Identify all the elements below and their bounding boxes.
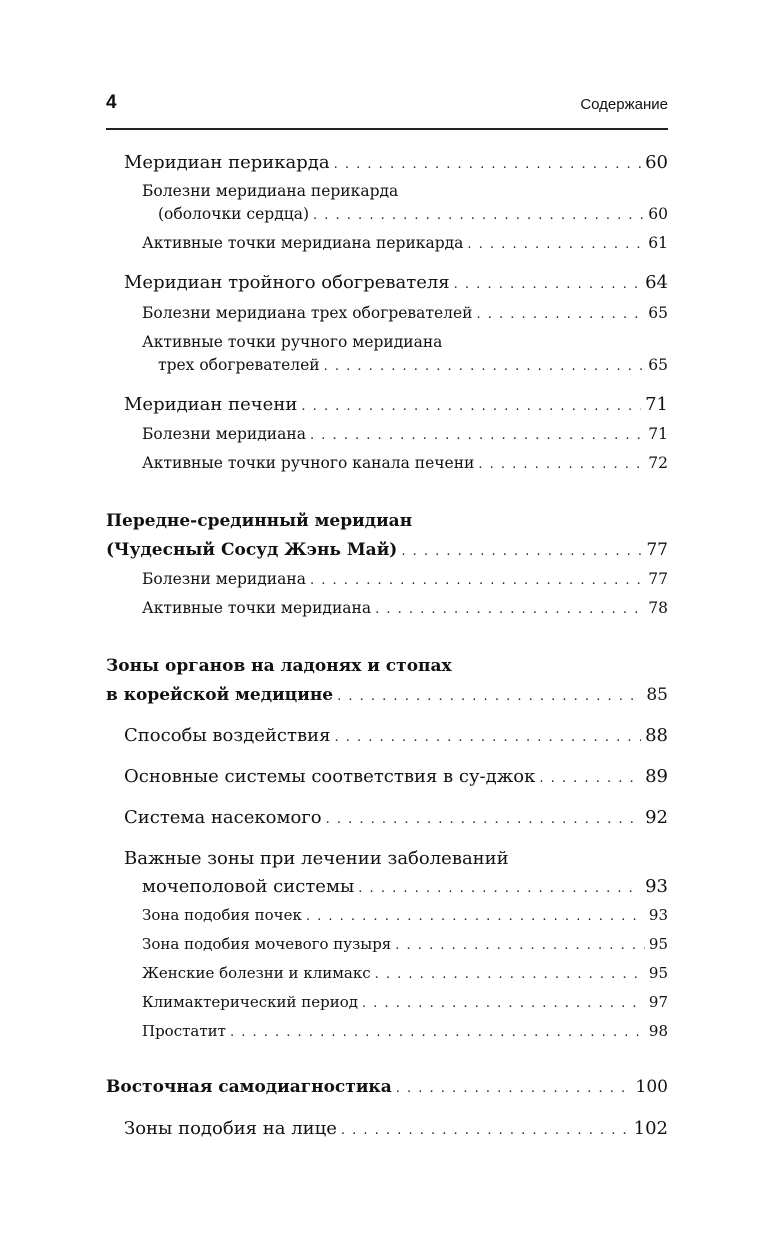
toc-entry xyxy=(142,570,668,588)
toc-entry-title: Активные точки ручного канала печени xyxy=(142,454,475,472)
toc-entry-page: 60 xyxy=(648,205,668,223)
toc-entry-title-line2: (оболочки сердца) xyxy=(158,205,309,223)
toc-entry xyxy=(124,1118,668,1139)
dot-leader xyxy=(313,208,644,223)
toc-entry-page: 71 xyxy=(645,394,668,415)
toc-entry-title-line1: Важные зоны при лечении заболеваний xyxy=(124,848,509,869)
toc-entry-title: Основные системы соответствия в су-джок xyxy=(124,766,536,787)
toc-entry-page: 100 xyxy=(635,1077,668,1097)
toc-section-title: Восточная самодиагностика xyxy=(106,1077,392,1097)
toc-section xyxy=(106,685,668,705)
toc-entry xyxy=(142,906,668,924)
toc-entry-page: 65 xyxy=(648,304,668,322)
dot-leader xyxy=(310,573,644,588)
toc-entry xyxy=(142,1022,668,1040)
dot-leader xyxy=(337,689,642,704)
toc-entry xyxy=(142,964,668,982)
toc-entry xyxy=(142,876,668,897)
toc-entry-title-line2: трех обогревателей xyxy=(158,356,320,374)
toc-entry-title-line1: Болезни меридиана перикарда xyxy=(142,182,399,200)
toc-section xyxy=(106,540,668,560)
toc-entry-title: Меридиан перикарда xyxy=(124,152,330,173)
running-title: Содержание xyxy=(580,96,668,113)
toc-section-title-line1: Передне-срединный меридиан xyxy=(106,511,413,531)
toc-entry-title: Болезни меридиана трех обогревателей xyxy=(142,304,473,322)
toc-entry-title: Активные точки меридиана перикарда xyxy=(142,234,464,252)
dot-leader xyxy=(334,157,641,172)
toc-section-title-line1: Зоны органов на ладонях и стопах xyxy=(106,656,452,676)
toc-entry xyxy=(158,205,668,223)
toc-entry xyxy=(142,454,668,472)
toc-entry xyxy=(142,935,668,953)
dot-leader xyxy=(310,428,644,443)
toc-entry-page: 97 xyxy=(648,993,668,1011)
dot-leader xyxy=(326,812,642,827)
toc-entry xyxy=(142,304,668,322)
toc-section xyxy=(106,1077,668,1097)
dot-leader xyxy=(301,399,641,414)
toc-entry xyxy=(124,725,668,746)
toc-entry-title: Способы воздействия xyxy=(124,725,331,746)
dot-leader xyxy=(478,457,644,472)
toc-entry-title: Зона подобия мочевого пузыря xyxy=(142,935,392,953)
toc-entry-title: Меридиан печени xyxy=(124,394,298,415)
dot-leader xyxy=(375,602,644,617)
toc-entry-page: 77 xyxy=(648,570,668,588)
toc-entry-title-line2: мочеполовой системы xyxy=(142,876,355,897)
toc-entry-page: 85 xyxy=(646,685,668,705)
toc-entry-page: 93 xyxy=(648,906,668,924)
toc-entry xyxy=(124,272,668,293)
dot-leader xyxy=(454,277,641,292)
toc-entry-title: Зоны подобия на лице xyxy=(124,1118,337,1139)
dot-leader xyxy=(341,1123,630,1138)
toc-entry-title-line1: Активные точки ручного меридиана xyxy=(142,333,443,351)
toc-entry-title: Климактерический период xyxy=(142,993,358,1011)
toc-entry-title: Простатит xyxy=(142,1022,226,1040)
dot-leader xyxy=(362,996,645,1011)
toc-entry-page: 89 xyxy=(645,766,668,787)
toc-entry-page: 61 xyxy=(648,234,668,252)
dot-leader xyxy=(358,881,641,896)
toc-section-title-line2: в корейской медицине xyxy=(106,685,334,705)
toc-entry xyxy=(124,807,668,828)
toc-entry-title: Женские болезни и климакс xyxy=(142,964,371,982)
page-number: 4 xyxy=(106,92,117,113)
dot-leader xyxy=(477,307,645,322)
toc-entry xyxy=(142,234,668,252)
toc-entry-page: 77 xyxy=(646,540,668,560)
dot-leader xyxy=(395,938,645,953)
toc-entry-page: 95 xyxy=(648,935,668,953)
dot-leader xyxy=(539,771,641,786)
toc-entry-page: 98 xyxy=(648,1022,668,1040)
toc-entry-title: Меридиан тройного обогревателя xyxy=(124,272,450,293)
toc-entry-title: Болезни меридиана xyxy=(142,425,306,443)
toc-entry-page: 88 xyxy=(645,725,668,746)
dot-leader xyxy=(401,544,642,559)
dot-leader xyxy=(467,237,644,252)
toc-entry-page: 65 xyxy=(648,356,668,374)
dot-leader xyxy=(306,909,645,924)
toc-entry xyxy=(124,394,668,415)
toc-entry-title: Система насекомого xyxy=(124,807,322,828)
toc-entry xyxy=(142,993,668,1011)
toc-section-title-line2: (Чудесный Сосуд Жэнь Май) xyxy=(106,540,398,560)
toc-entry xyxy=(142,425,668,443)
toc-entry-page: 60 xyxy=(645,152,668,173)
toc-entry-title: Активные точки меридиана xyxy=(142,599,372,617)
toc-entry-page: 78 xyxy=(648,599,668,617)
toc-entry xyxy=(142,599,668,617)
toc-entry-page: 92 xyxy=(645,807,668,828)
dot-leader xyxy=(334,730,641,745)
toc-entry xyxy=(158,356,668,374)
toc-entry-title: Зона подобия почек xyxy=(142,906,302,924)
toc-entry-page: 71 xyxy=(648,425,668,443)
toc-entry-page: 93 xyxy=(645,876,668,897)
dot-leader xyxy=(324,359,645,374)
toc-entry-page: 64 xyxy=(645,272,668,293)
dot-leader xyxy=(375,967,645,982)
toc-entry xyxy=(124,152,668,173)
toc-entry-title: Болезни меридиана xyxy=(142,570,306,588)
toc-entry-page: 95 xyxy=(648,964,668,982)
toc-entry-page: 72 xyxy=(648,454,668,472)
toc-entry-page: 102 xyxy=(633,1118,668,1139)
dot-leader xyxy=(230,1025,645,1040)
dot-leader xyxy=(396,1081,632,1096)
toc-entry xyxy=(124,766,668,787)
